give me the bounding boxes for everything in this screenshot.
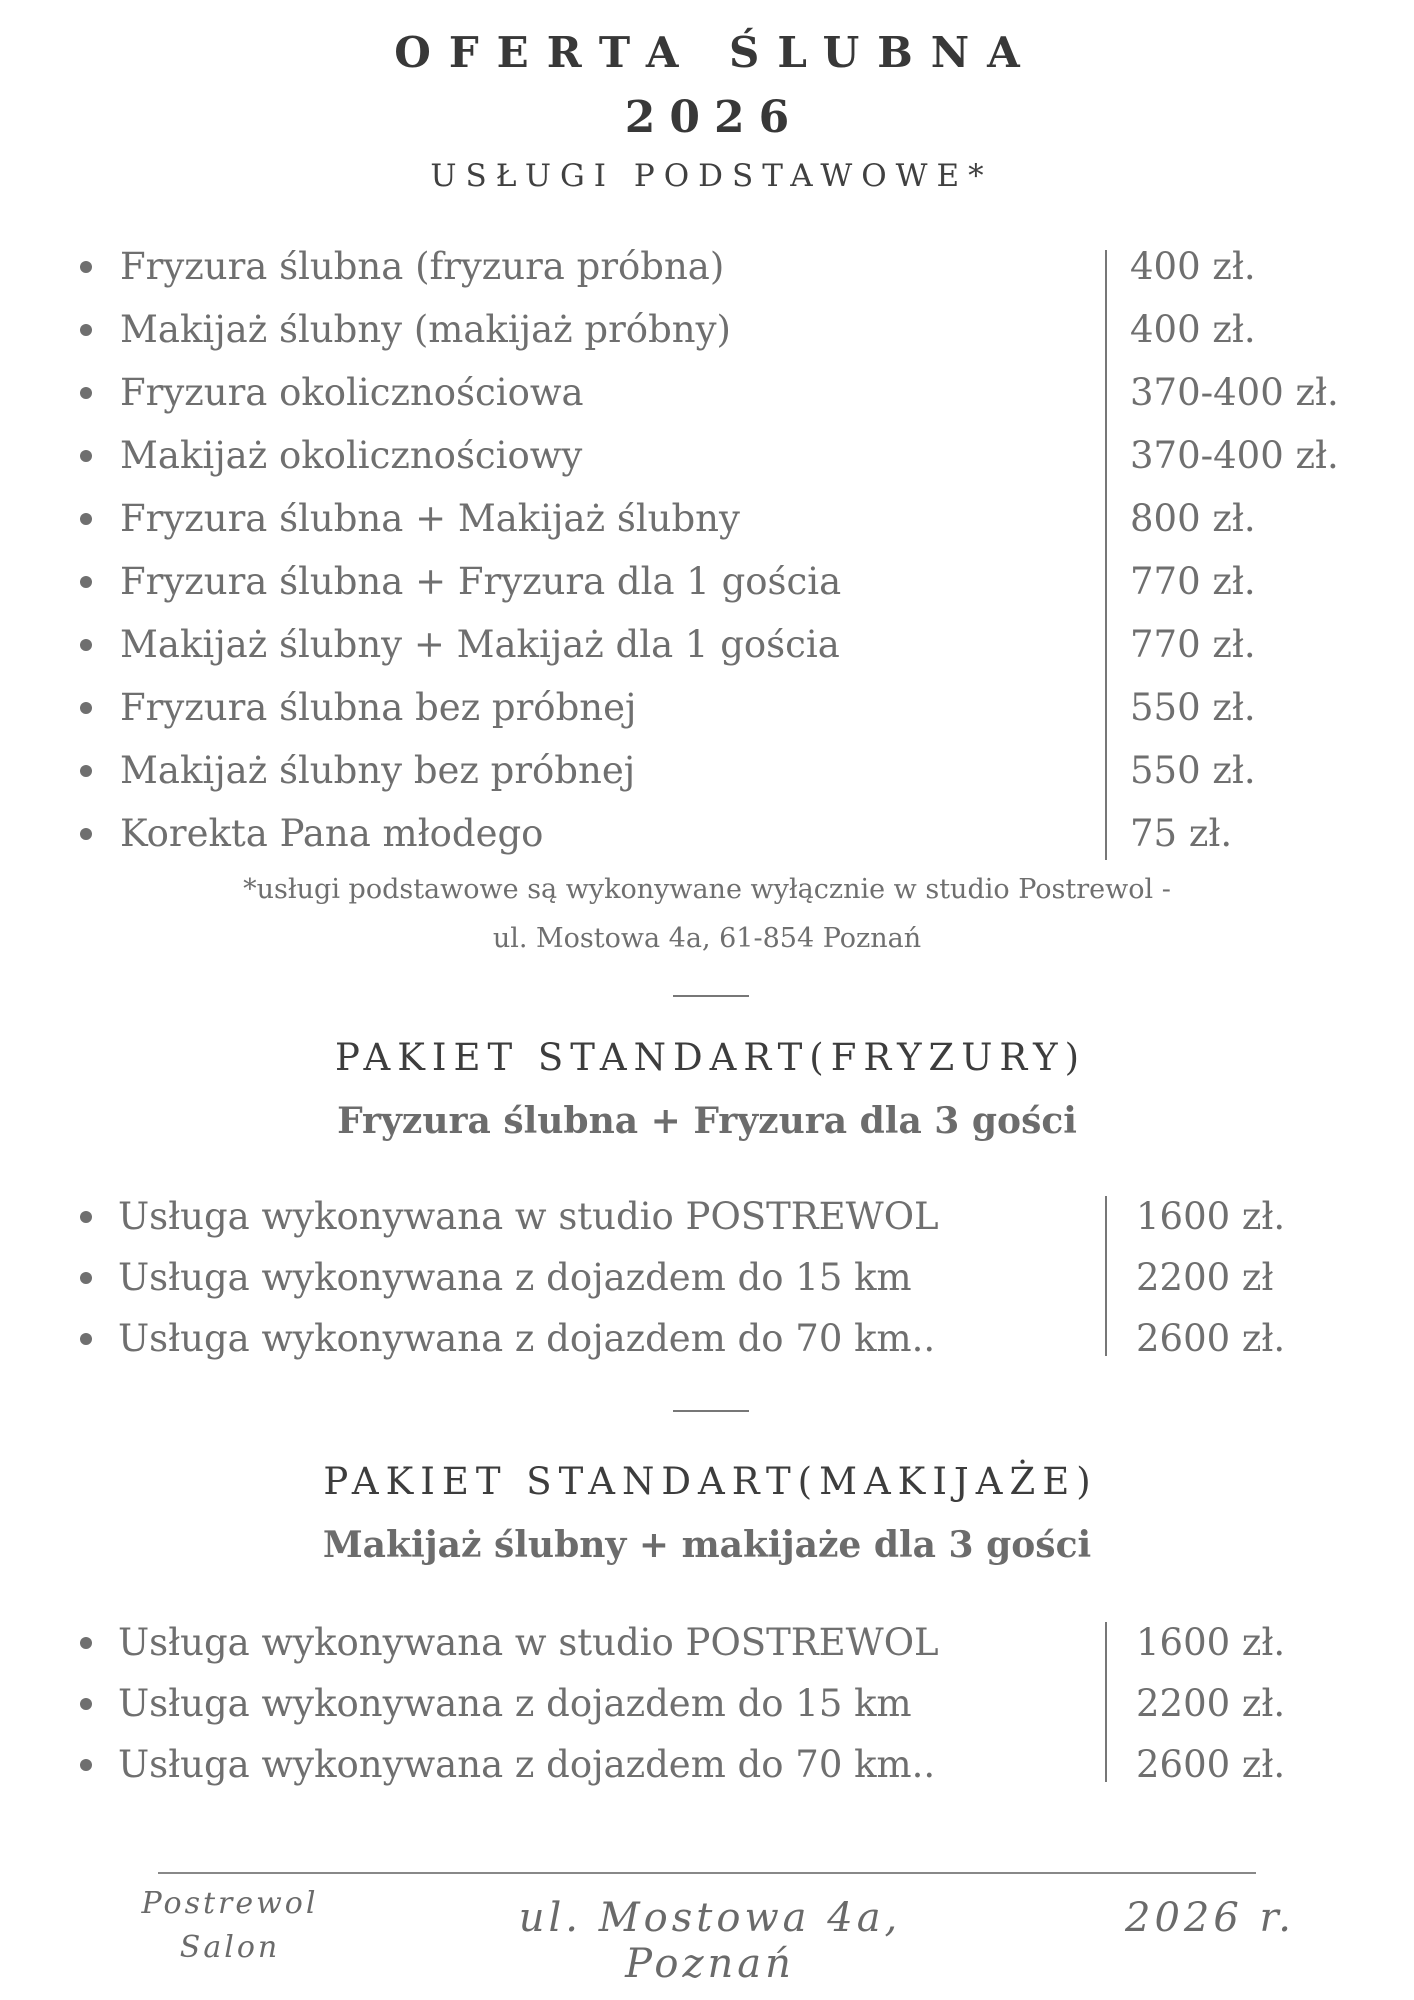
list-item xyxy=(78,802,1348,865)
list-item xyxy=(78,1186,1348,1247)
service-price: 75 zł. xyxy=(1130,812,1233,855)
bullet-icon xyxy=(80,450,92,462)
service-label: Usługa wykonywana z dojazdem do 15 km xyxy=(118,1682,912,1725)
footer-address: ul. Mostowa 4a, Poznań xyxy=(518,1895,902,1987)
service-price: 370-400 zł. xyxy=(1130,434,1339,477)
service-label: Fryzura ślubna (fryzura próbna) xyxy=(120,245,725,288)
package-makeup-title: PAKIET STANDART(MAKIJAŻE) xyxy=(323,1460,1098,1503)
list-item xyxy=(78,676,1348,739)
package-hair-list xyxy=(78,1186,1348,1369)
service-label: Fryzura ślubna + Makijaż ślubny xyxy=(120,497,740,540)
service-price: 770 zł. xyxy=(1130,560,1256,603)
footer-brand xyxy=(130,1882,330,1970)
list-item xyxy=(78,613,1348,676)
service-label: Fryzura ślubna + Fryzura dla 1 gościa xyxy=(120,560,842,603)
service-price: 770 zł. xyxy=(1130,623,1256,666)
list-item xyxy=(78,1247,1348,1308)
list-item xyxy=(78,424,1348,487)
bullet-icon xyxy=(80,765,92,777)
service-label: Makijaż ślubny bez próbnej xyxy=(120,749,636,792)
footnote-line-1: *usługi podstawowe są wykonywane wyłącznie w studio Postrewol - xyxy=(243,874,1171,905)
service-label: Makijaż ślubny (makijaż próbny) xyxy=(120,308,731,351)
service-label: Usługa wykonywana z dojazdem do 70 km.. xyxy=(118,1317,936,1360)
package-makeup-list xyxy=(78,1612,1348,1795)
footer-divider xyxy=(158,1872,1256,1874)
price-divider xyxy=(1105,1196,1107,1356)
service-label: Usługa wykonywana z dojazdem do 70 km.. xyxy=(118,1743,936,1786)
bullet-icon xyxy=(80,828,92,840)
package-makeup-subtitle: Makijaż ślubny + makijaże dla 3 gości xyxy=(322,1524,1092,1566)
bullet-icon xyxy=(80,576,92,588)
service-label: Usługa wykonywana w studio POSTREWOL xyxy=(118,1195,939,1238)
service-price: 2600 zł. xyxy=(1136,1317,1286,1360)
bullet-icon xyxy=(80,1637,92,1649)
service-label: Korekta Pana młodego xyxy=(120,812,544,855)
section-divider xyxy=(673,1410,749,1412)
service-price: 370-400 zł. xyxy=(1130,371,1339,414)
service-price: 800 zł. xyxy=(1130,497,1256,540)
bullet-icon xyxy=(80,513,92,525)
bullet-icon xyxy=(80,261,92,273)
service-price: 2200 zł xyxy=(1136,1256,1274,1299)
service-price: 550 zł. xyxy=(1130,749,1256,792)
service-price: 1600 zł. xyxy=(1136,1195,1286,1238)
bullet-icon xyxy=(80,1211,92,1223)
bullet-icon xyxy=(80,1272,92,1284)
footnote-line-2: ul. Mostowa 4a, 61-854 Poznań xyxy=(492,923,922,954)
document-title: OFERTA ŚLUBNA xyxy=(394,28,1038,77)
service-label: Fryzura okolicznościowa xyxy=(120,371,584,414)
service-label: Makijaż ślubny + Makijaż dla 1 gościa xyxy=(120,623,840,666)
list-item xyxy=(78,298,1348,361)
bullet-icon xyxy=(80,387,92,399)
service-price: 2200 zł. xyxy=(1136,1682,1286,1725)
list-item xyxy=(78,361,1348,424)
basic-services-list xyxy=(78,235,1348,865)
section-divider xyxy=(673,995,749,997)
list-item xyxy=(78,235,1348,298)
footer-year: 2026 r. xyxy=(1125,1895,1295,1941)
service-price: 400 zł. xyxy=(1130,245,1256,288)
footer-brand-line-1: Postrewol xyxy=(141,1886,319,1921)
price-divider xyxy=(1105,1622,1107,1782)
list-item xyxy=(78,1612,1348,1673)
price-divider xyxy=(1105,250,1107,860)
service-label: Usługa wykonywana w studio POSTREWOL xyxy=(118,1621,939,1664)
service-label: Usługa wykonywana z dojazdem do 15 km xyxy=(118,1256,912,1299)
package-hair-title: PAKIET STANDART(FRYZURY) xyxy=(334,1036,1087,1079)
list-item xyxy=(78,1308,1348,1369)
service-label: Fryzura ślubna bez próbnej xyxy=(120,686,637,729)
footer-brand-line-2: Salon xyxy=(179,1930,281,1965)
list-item xyxy=(78,1673,1348,1734)
list-item xyxy=(78,739,1348,802)
section-title-basic: USŁUGI PODSTAWOWE* xyxy=(430,158,993,194)
service-price: 1600 zł. xyxy=(1136,1621,1286,1664)
service-price: 400 zł. xyxy=(1130,308,1256,351)
bullet-icon xyxy=(80,1759,92,1771)
document-year: 2026 xyxy=(624,92,804,143)
bullet-icon xyxy=(80,1698,92,1710)
bullet-icon xyxy=(80,639,92,651)
bullet-icon xyxy=(80,1333,92,1345)
list-item xyxy=(78,487,1348,550)
service-label: Makijaż okolicznościowy xyxy=(120,434,583,477)
list-item xyxy=(78,1734,1348,1795)
bullet-icon xyxy=(80,702,92,714)
service-price: 550 zł. xyxy=(1130,686,1256,729)
service-price: 2600 zł. xyxy=(1136,1743,1286,1786)
list-item xyxy=(78,550,1348,613)
package-hair-subtitle: Fryzura ślubna + Fryzura dla 3 gości xyxy=(337,1100,1077,1142)
bullet-icon xyxy=(80,324,92,336)
